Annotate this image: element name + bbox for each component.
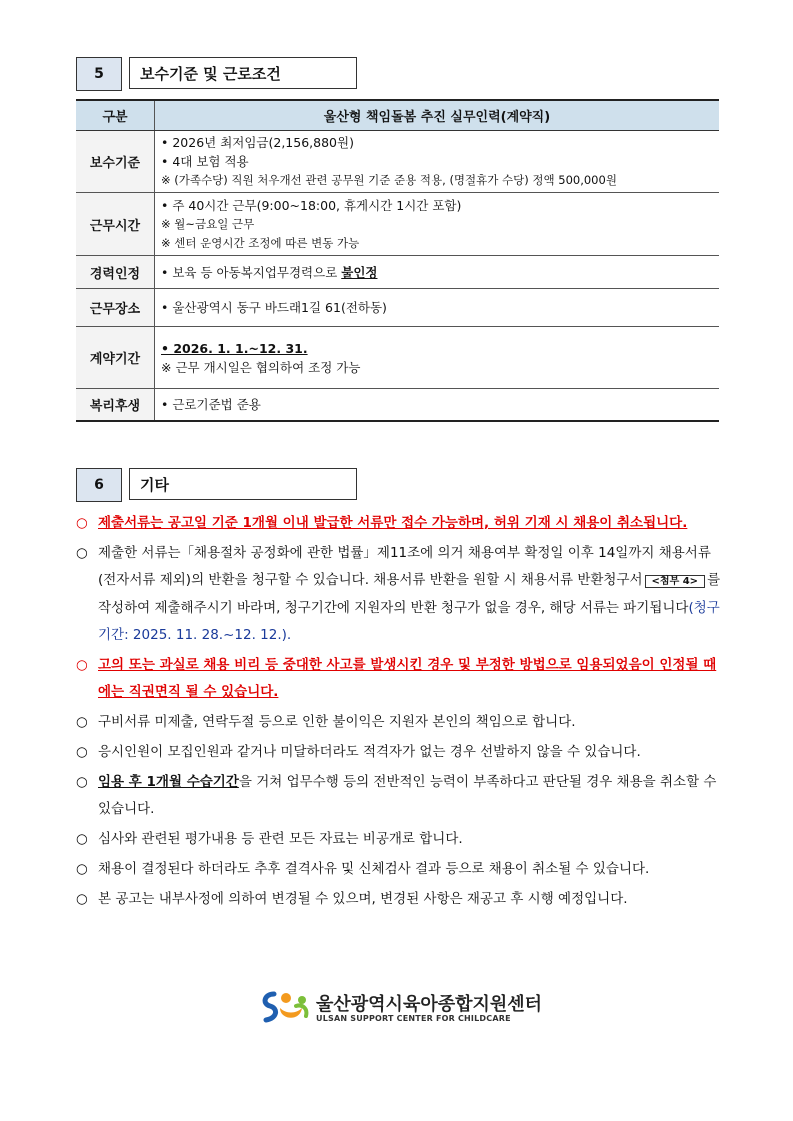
item-text: 제출서류는 공고일 기준 1개월 이내 발급한 서류만 접수 가능하며, 허위 기재 시 채용이 취소됩니다. xyxy=(98,515,688,531)
item-text: 본 공고는 내부사정에 의하여 변경될 수 있으며, 변경된 사항은 재공고 후 시행 예정입니다. xyxy=(98,891,628,907)
section-title: 기타 xyxy=(129,468,357,500)
item-text: 고의 또는 과실로 채용 비리 등 중대한 사고를 발생시킨 경우 및 부정한 방법으로 임용되었음이 인정될 때에는 직권면직 될 수 있습니다. xyxy=(98,657,717,700)
row-content xyxy=(155,131,720,193)
work-conditions-table xyxy=(76,99,719,422)
circle-marker-icon: ○ xyxy=(76,545,88,561)
table-row xyxy=(76,256,719,289)
childcare-center-logo-icon xyxy=(256,988,312,1028)
circle-marker-icon: ○ xyxy=(76,831,88,847)
row-label: 근무장소 xyxy=(76,289,155,327)
row-content xyxy=(155,193,720,256)
row-emphasis: 불인정 xyxy=(341,264,378,280)
header-category: 구분 xyxy=(76,100,155,131)
organization-logo xyxy=(256,988,556,1028)
table-row xyxy=(76,389,719,421)
table-row xyxy=(76,289,719,327)
row-line: • 근로기준법 준용 xyxy=(161,396,261,412)
row-content xyxy=(155,289,720,327)
list-item xyxy=(76,769,721,823)
list-item xyxy=(76,652,721,706)
organization-name: 울산광역시육아종합지원센터 xyxy=(316,994,543,1015)
circle-marker-icon: ○ xyxy=(76,891,88,907)
row-line: • 보육 등 아동복지업무경력으로 xyxy=(161,264,342,280)
item-text: 을 거쳐 업무수행 등의 전반적인 능력이 부족하다고 판단될 경우 채용을 취소할 수 있습니다. xyxy=(98,774,717,817)
list-item xyxy=(76,826,721,853)
item-text: 구비서류 미제출, 연락두절 등으로 인한 불이익은 지원자 본인의 책임으로 합니다. xyxy=(98,714,576,730)
circle-marker-icon: ○ xyxy=(76,714,88,730)
row-content xyxy=(155,327,720,389)
row-content xyxy=(155,256,720,289)
row-content xyxy=(155,389,720,421)
table-row xyxy=(76,193,719,256)
circle-marker-icon: ○ xyxy=(76,515,88,531)
list-item xyxy=(76,739,721,766)
row-note: ※ 센터 운영시간 조정에 따른 변동 가능 xyxy=(161,235,360,250)
section-number: 6 xyxy=(76,468,122,502)
item-text: 채용이 결정된다 하더라도 추후 결격사유 및 신체검사 결과 등으로 채용이 취소될 수 있습니다. xyxy=(98,861,650,877)
list-item xyxy=(76,886,721,913)
list-item xyxy=(76,709,721,736)
organization-name-english: ULSAN SUPPORT CENTER FOR CHILDCARE xyxy=(316,1014,511,1023)
row-label: 계약기간 xyxy=(76,327,155,389)
row-line: • 4대 보험 적용 xyxy=(161,154,249,169)
section-number: 5 xyxy=(76,57,122,91)
list-item xyxy=(76,510,721,537)
probation-emphasis: 임용 후 1개월 수습기간 xyxy=(98,774,239,790)
row-label: 복리후생 xyxy=(76,389,155,421)
circle-marker-icon: ○ xyxy=(76,657,88,673)
circle-marker-icon: ○ xyxy=(76,744,88,760)
header-position: 울산형 책임돌봄 추진 실무인력(계약직) xyxy=(155,100,720,131)
row-note: ※ 근무 개시일은 협의하여 조정 가능 xyxy=(161,359,361,375)
item-text: 를 작성하여 제출해주시기 바라며, 청구기간에 지원자의 반환 청구가 없을 경우, 해당 서류는 파기됩니다 xyxy=(98,572,721,616)
table-row xyxy=(76,327,719,389)
circle-marker-icon: ○ xyxy=(76,861,88,877)
row-label: 경력인정 xyxy=(76,256,155,289)
list-item xyxy=(76,540,721,649)
notice-list xyxy=(76,510,721,916)
section-title: 보수기준 및 근로조건 xyxy=(129,57,357,89)
attachment-label: <첨부 4> xyxy=(645,575,706,588)
circle-marker-icon: ○ xyxy=(76,774,88,790)
row-emphasis: • 2026. 1. 1.~12. 31. xyxy=(161,340,308,356)
item-text: 응시인원이 모집인원과 같거나 미달하더라도 적격자가 없는 경우 선발하지 않을 수 있습니다. xyxy=(98,744,641,760)
claim-period: (청구기간: 2025. 11. 28.~12. 12.). xyxy=(98,600,720,643)
row-note: ※ 월~금요일 근무 xyxy=(161,216,255,231)
row-line: • 주 40시간 근무(9:00~18:00, 휴게시간 1시간 포함) xyxy=(161,197,462,213)
row-label: 보수기준 xyxy=(76,131,155,193)
list-item xyxy=(76,856,721,883)
row-note: ※ (가족수당) 직원 처우개선 관련 공무원 기준 준용 적용, (명절휴가 수당) 정액 500,000원 xyxy=(161,173,617,187)
table-row xyxy=(76,131,719,193)
item-text: 제출한 서류는「채용절차 공정화에 관한 법률」제11조에 의거 채용여부 확정일 이후 14일까지 채용서류(전자서류 제외)의 반환을 청구할 수 있습니다. 채용서류 반환을 원할 시 채용서류 반환청구서 xyxy=(98,545,711,588)
item-text: 심사와 관련된 평가내용 등 관련 모든 자료는 비공개로 합니다. xyxy=(98,831,463,847)
table-header-row xyxy=(76,100,719,131)
row-line: • 울산광역시 동구 바드래1길 61(전하동) xyxy=(161,300,387,315)
row-line: • 2026년 최저임금(2,156,880원) xyxy=(161,135,354,150)
row-label: 근무시간 xyxy=(76,193,155,256)
